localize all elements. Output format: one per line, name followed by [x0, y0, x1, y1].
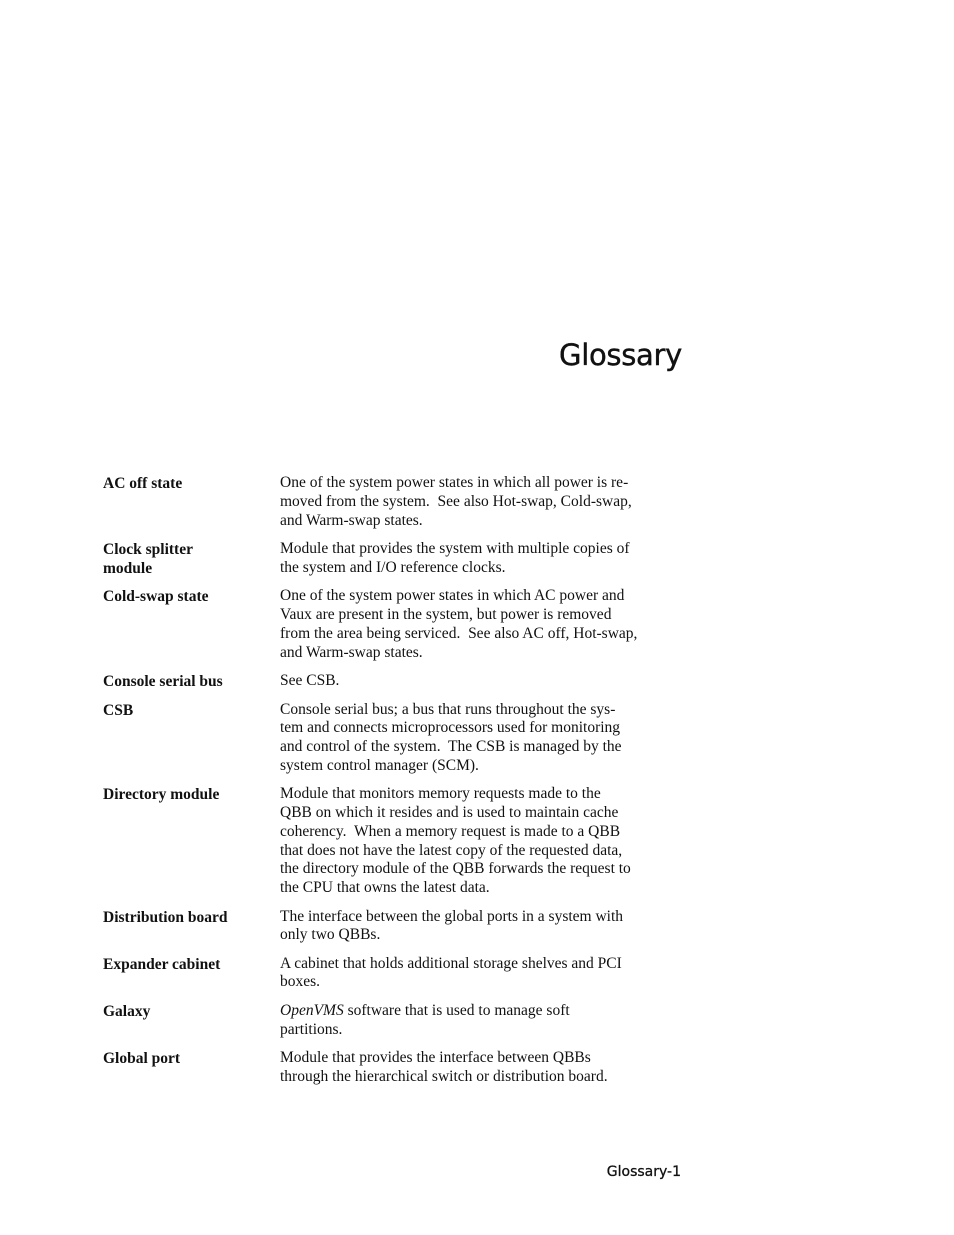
glossary-definition-line: only two QBBs. [280, 926, 381, 944]
glossary-definition-line: moved from the system. See also Hot-swap, Cold-swap, [280, 492, 632, 510]
glossary-definition-line: through the hierarchical switch or distribution board. [280, 1067, 608, 1085]
glossary-definition-line: Module that monitors memory requests made to the [280, 785, 601, 803]
glossary-definition-line: from the area being serviced. See also AC off, Hot-swap, [280, 624, 638, 642]
product-name: OpenVMS [280, 1001, 344, 1019]
glossary-definition [280, 587, 693, 662]
glossary-definition-line: and control of the system. The CSB is managed by the [280, 738, 622, 756]
glossary-entry [103, 587, 693, 662]
glossary-entry [103, 955, 693, 993]
glossary-definition-line: A cabinet that holds additional storage shelves and PCI [280, 954, 622, 972]
glossary-definition-line: and Warm-swap states. [280, 643, 423, 661]
glossary-definition-line: Module that provides the system with multiple copies of [280, 539, 630, 557]
glossary-entry [103, 908, 693, 946]
glossary-term [103, 785, 280, 898]
glossary-definition-line: the CPU that owns the latest data. [280, 879, 490, 897]
glossary-term-line: CSB [103, 701, 134, 719]
glossary-definition-line: One of the system power states in which AC power and [280, 587, 625, 605]
glossary-definition-line: tem and connects microprocessors used for monitoring [280, 719, 621, 737]
glossary-definition-line: that does not have the latest copy of the requested data, [280, 841, 623, 859]
glossary-term-line: Distribution board [103, 908, 228, 926]
glossary-term-line: Directory module [103, 786, 220, 804]
glossary-entry [103, 701, 693, 776]
glossary-list [103, 474, 693, 1096]
glossary-term-line: AC off state [103, 475, 183, 492]
glossary-term [103, 474, 280, 530]
glossary-definition-line: system control manager (SCM). [280, 756, 479, 774]
glossary-definition-line: The interface between the global ports in a system with [280, 907, 624, 925]
glossary-term [103, 587, 280, 662]
glossary-term [103, 1002, 280, 1040]
glossary-definition-line: Module that provides the interface between QBBs [280, 1048, 591, 1066]
glossary-term-line: Galaxy [103, 1002, 151, 1020]
glossary-definition [280, 540, 693, 578]
glossary-definition [280, 672, 693, 691]
glossary-term-line: Console serial bus [103, 673, 223, 691]
glossary-term [103, 672, 280, 691]
glossary-definition [280, 955, 693, 993]
glossary-definition-line: the directory module of the QBB forwards the request to [280, 860, 631, 878]
glossary-definition [280, 701, 693, 776]
glossary-term-line: Expander cabinet [103, 955, 221, 973]
glossary-definition [280, 1049, 693, 1087]
glossary-definition [280, 474, 693, 530]
glossary-entry [103, 540, 693, 578]
glossary-definition-line: One of the system power states in which all power is re- [280, 474, 629, 491]
glossary-term [103, 1049, 280, 1087]
page-title: Glossary [559, 338, 682, 372]
glossary-term-line: Global port [103, 1049, 181, 1067]
glossary-entry [103, 474, 693, 530]
glossary-definition-line: Vaux are present in the system, but power is removed [280, 606, 612, 624]
glossary-term [103, 955, 280, 993]
glossary-definition [280, 785, 693, 898]
glossary-definition-line: Console serial bus; a bus that runs throughout the sys- [280, 700, 616, 718]
glossary-definition-line: the system and I/O reference clocks. [280, 558, 506, 576]
glossary-definition-line: boxes. [280, 973, 321, 991]
page-number: Glossary-1 [606, 1164, 681, 1180]
glossary-definition-text: software that is used to manage soft [343, 1001, 570, 1019]
glossary-term-line: Cold-swap state [103, 588, 209, 606]
glossary-definition-line: and Warm-swap states. [280, 511, 423, 529]
glossary-definition-line: See CSB. [280, 672, 340, 690]
glossary-entry [103, 672, 693, 691]
glossary-definition-line: QBB on which it resides and is used to maintain cache [280, 804, 619, 822]
glossary-definition-line: partitions. [280, 1020, 343, 1038]
glossary-entry [103, 785, 693, 898]
glossary-term [103, 908, 280, 946]
glossary-definition [280, 1002, 693, 1040]
glossary-term-line: module [103, 559, 153, 577]
glossary-definition [280, 908, 693, 946]
glossary-term [103, 701, 280, 776]
glossary-entry [103, 1049, 693, 1087]
glossary-definition-line: coherency. When a memory request is made to a QBB [280, 822, 621, 840]
glossary-entry [103, 1002, 693, 1040]
glossary-term-line: Clock splitter [103, 540, 193, 558]
glossary-term [103, 540, 280, 578]
glossary-definition-line [280, 1002, 693, 1021]
